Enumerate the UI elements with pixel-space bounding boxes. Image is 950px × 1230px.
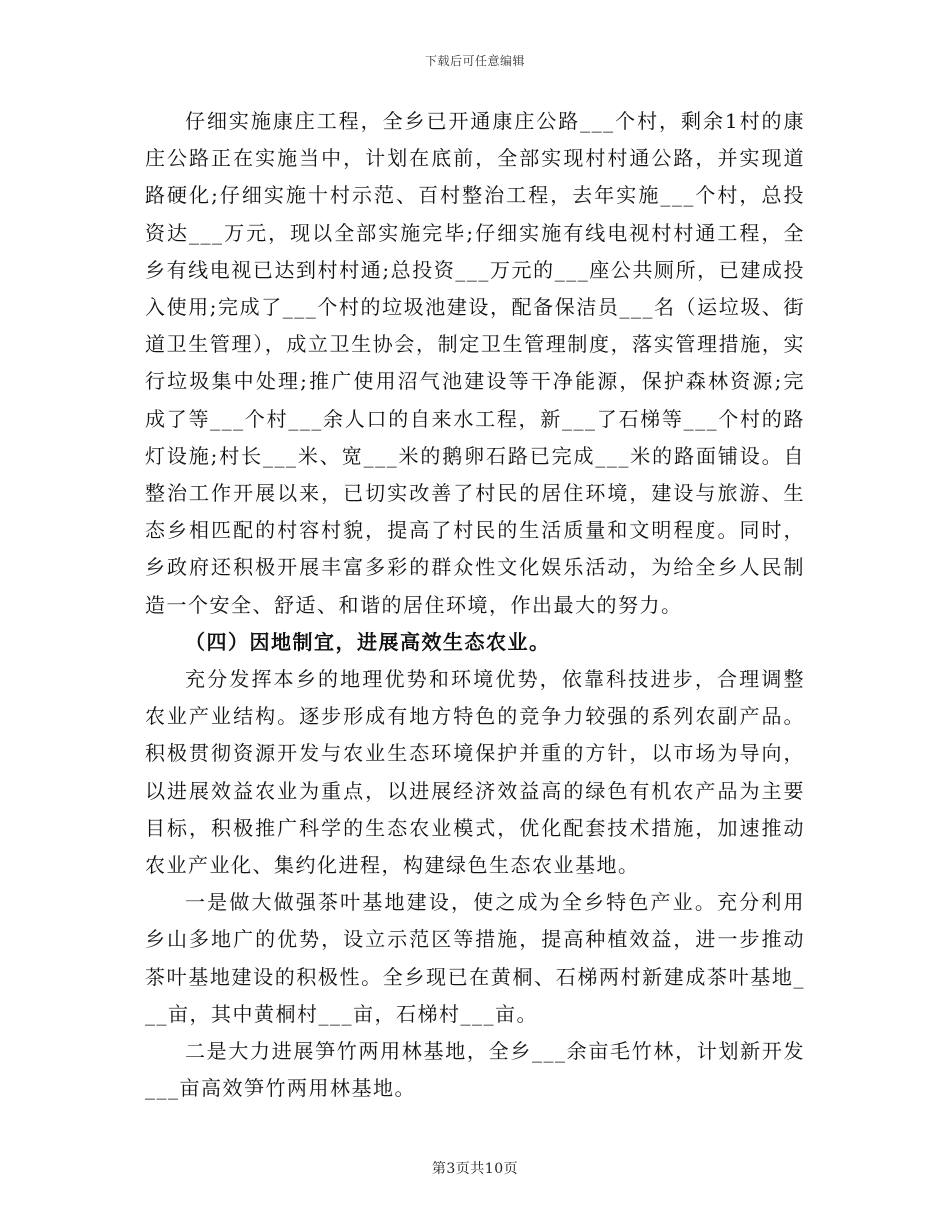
paragraph-bamboo-base: 二是大力进展笋竹两用林基地，全乡___余亩毛竹林，计划新开发___亩高效笋竹两用林基地。 xyxy=(145,1039,805,1101)
page-number: 第3页共10页 xyxy=(431,1161,519,1177)
document-body xyxy=(145,103,805,1107)
paragraph-agriculture-structure: 充分发挥本乡的地理优势和环境优势，依靠科技进步，合理调整农业产业结构。逐步形成有地方特色的竞争力较强的系列农副产品。积极贯彻资源开发与农业生态环境保护并重的方针，以市场为导向，以进展效益农业为重点，以进展经济效益高的绿色有机农产品为主要目标，积极推广科学的生态农业模式，优化配套技术措施，加速推动农业产业化、集约化进程，构建绿色生态农业基地。 xyxy=(145,667,805,878)
header-note: 下载后可任意编辑 xyxy=(424,54,525,68)
paragraph-tea-base: 一是做大做强茶叶基地建设，使之成为全乡特色产业。充分利用乡山多地广的优势，设立示范区等措施，提高种植效益，进一步推动茶叶基地建设的积极性。全乡现已在黄桐、石梯两村新建成茶叶基地___亩，其中黄桐村___亩，石梯村___亩。 xyxy=(145,890,805,1026)
paragraph-village-improvement: 仔细实施康庄工程，全乡已开通康庄公路___个村，剩余1村的康庄公路正在实施当中，计划在底前，全部实现村村通公路，并实现道路硬化;仔细实施十村示范、百村整治工程，去年实施___个村，总投资达___万元，现以全部实施完毕;仔细实施有线电视村村通工程，全乡有线电视已达到村村通;总投资___万元的___座公共厕所，已建成投入使用;完成了___个村的垃圾池建设，配备保洁员___名（运垃圾、街道卫生管理），成立卫生协会，制定卫生管理制度，落实管理措施，实行垃圾集中处理;推广使用沼气池建设等干净能源，保护森林资源;完成了等___个村___余人口的自来水工程，新___了石梯等___个村的路灯设施;村长___米、宽___米的鹅卵石路已完成___米的路面铺设。自整治工作开展以来，已切实改善了村民的居住环境，建设与旅游、生态乡相匹配的村容村貌，提高了村民的生活质量和文明程度。同时，乡政府还积极开展丰富多彩的群众性文化娱乐活动，为给全乡人民制造一个安全、舒适、和谐的居住环境，作出最大的努力。 xyxy=(145,109,805,617)
section-heading-eco-agriculture: （四）因地制宜，进展高效生态农业。 xyxy=(185,629,551,654)
